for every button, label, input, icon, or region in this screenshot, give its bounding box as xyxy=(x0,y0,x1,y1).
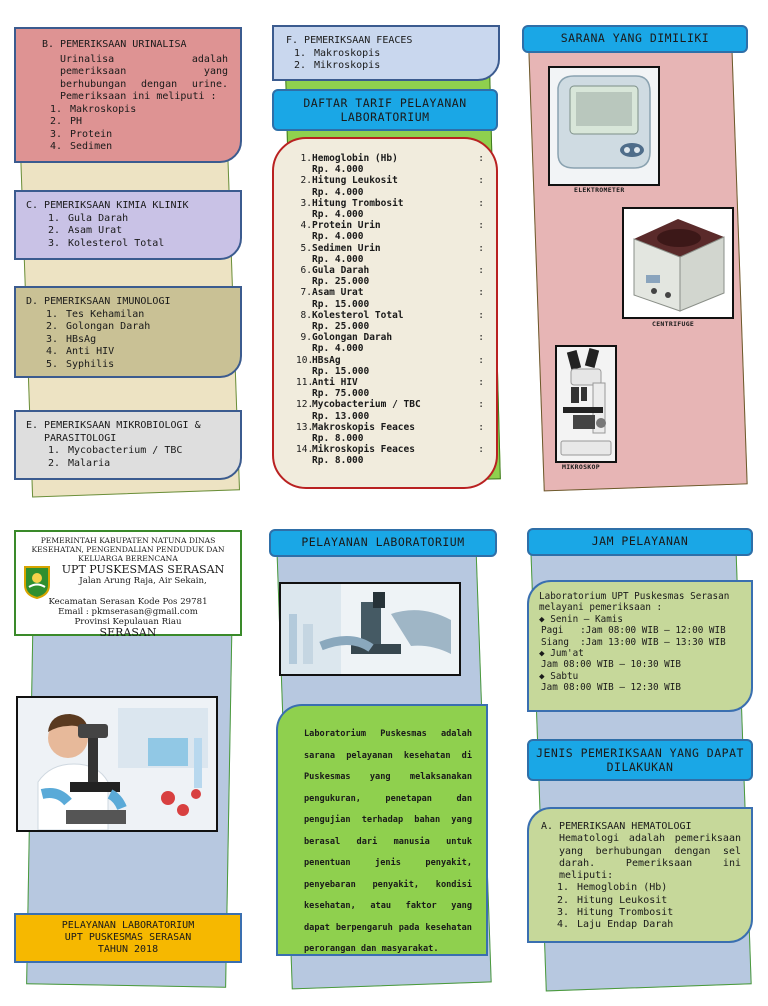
tarif-name: Protein Urin xyxy=(312,220,381,232)
list-item: Jam 08:00 WIB – 12:30 WIB xyxy=(541,682,681,694)
tarif-name: Sedimen Urin xyxy=(312,242,381,254)
tarif-colon: : xyxy=(478,421,484,433)
logo-emblem xyxy=(22,565,52,599)
cover-title-card xyxy=(14,913,242,963)
pelayanan-body: Laboratorium Puskesmas adalah sarana pelayanan kesehatan di Puskesmas yang melaksanakan pengukuran, penetapan dan pengujian terhadap bahan yang berasal dari manusia untuk penentuan jenis penyakit, penyebaran penyakit, kondisi kesehatan, atau faktor yang dapat berpengaruh pada kesehatan perorangan dan masyarakat. xyxy=(304,729,472,954)
tarif-row xyxy=(296,332,484,354)
header-addr-1: Jalan Arung Raja, Air Sekain, xyxy=(79,576,207,586)
list-item: 2. Mikroskopis xyxy=(312,60,486,73)
header-line-2: KESEHATAN, PENGENDALIAN PENDUDUK DAN xyxy=(31,545,225,554)
tarif-no: 14. xyxy=(296,444,314,456)
urinalisa-title: B. PEMERIKSAAN URINALISA xyxy=(42,39,187,50)
tarif-price: Rp. 4.000 xyxy=(312,209,364,221)
scientist-image xyxy=(18,698,216,830)
emblem-icon xyxy=(22,565,52,599)
tarif-name: Makroskopis Feaces xyxy=(312,421,415,433)
header-line-1: PEMERINTAH KABUPATEN NATUNA DINAS xyxy=(40,536,216,545)
feaces-title: F. PEMERIKSAAN FEACES xyxy=(286,35,413,46)
tarif-colon: : xyxy=(478,242,484,254)
tarif-price: Rp. 25.000 xyxy=(312,276,370,288)
tarif-no: 7. xyxy=(300,287,312,299)
list-item: Pagi :Jam 08:00 WIB – 12:00 WIB xyxy=(541,625,726,637)
list-item: 1. Gula Darah xyxy=(66,213,230,226)
tarif-no: 12. xyxy=(296,399,314,411)
tarif-name: Golongan Darah xyxy=(312,332,393,344)
list-item: Siang :Jam 13:00 WIB – 13:30 WIB xyxy=(541,636,726,648)
mikroskop-image xyxy=(557,347,615,461)
jenis-desc: Hematologi adalah pemeriksaan yang berhubungan dengan sel darah. Pemeriksaan ini meliputi: xyxy=(559,833,741,882)
centrifuge-photo xyxy=(622,207,734,319)
header-province: Provinsi Kepulauan Riau xyxy=(74,617,182,627)
mikro-title-2: PARASITOLOGI xyxy=(44,432,117,444)
list-item: 2. Malaria xyxy=(66,458,230,471)
tarif-name: Anti HIV xyxy=(312,377,358,389)
tarif-colon: : xyxy=(478,377,484,389)
list-item: ◆ Jum'at xyxy=(539,648,584,660)
centrifuge-image xyxy=(624,209,732,317)
tarif-price: Rp. 15.000 xyxy=(312,298,370,310)
tarif-no: 10. xyxy=(296,354,314,366)
lab-image xyxy=(281,584,459,674)
tarif-name: Hemoglobin (Hb) xyxy=(312,153,398,164)
tarif-colon: : xyxy=(478,175,484,187)
list-item: 3. Hitung Trombosit xyxy=(575,907,741,919)
tarif-price: Rp. 4.000 xyxy=(312,343,364,355)
tarif-name: Hitung Leukosit xyxy=(312,175,398,187)
urinalisa-desc: Urinalisa adalah pemeriksaan yang berhubungan dengan urine. Pemeriksaan ini meliputi : xyxy=(60,53,228,102)
header-upt: UPT PUSKESMAS SERASAN xyxy=(61,563,225,576)
tarif-row xyxy=(296,198,484,220)
list-item: 3. Kolesterol Total xyxy=(66,238,230,251)
tarif-name: Hitung Trombosit xyxy=(312,197,404,209)
tarif-row xyxy=(296,287,484,309)
tarif-price: Rp. 15.000 xyxy=(312,365,370,377)
tarif-colon: : xyxy=(478,354,484,366)
tarif-title: DAFTAR TARIF PELAYANAN LABORATORIUM xyxy=(272,89,498,131)
list-item: ◆ Senin – Kamis xyxy=(539,613,623,625)
tarif-price: Rp. 4.000 xyxy=(312,164,364,176)
tarif-price: Rp. 4.000 xyxy=(312,231,364,243)
kimia-title: C. PEMERIKSAAN KIMIA KLINIK xyxy=(26,200,189,211)
header-addr-2: Kecamatan Serasan Kode Pos 29781 xyxy=(48,597,208,607)
list-item: 2. Asam Urat xyxy=(66,225,230,238)
tarif-card xyxy=(272,137,498,489)
tarif-row xyxy=(296,153,484,175)
tarif-price: Rp. 75.000 xyxy=(312,388,370,400)
pelayanan-card xyxy=(276,704,488,956)
list-item: 1. Makroskopis xyxy=(68,104,228,117)
list-item: 3. Protein xyxy=(68,129,228,142)
jam-intro: Laboratorium UPT Puskesmas Serasan melayani pemeriksaan : xyxy=(539,591,730,614)
list-item: Jam 08:00 WIB – 10:30 WIB xyxy=(541,659,681,671)
mikro-list xyxy=(40,445,230,470)
tarif-colon: : xyxy=(478,197,484,209)
tarif-colon: : xyxy=(478,444,484,456)
tarif-row xyxy=(296,220,484,242)
tarif-price: Rp. 8.000 xyxy=(312,433,364,445)
elektrometer-image xyxy=(550,68,658,184)
tarif-colon: : xyxy=(478,399,484,411)
list-item: ◆ Sabtu xyxy=(539,670,579,682)
tarif-colon: : xyxy=(478,332,484,344)
tarif-row xyxy=(296,422,484,444)
tarif-colon: : xyxy=(478,309,484,321)
list-item: 4. Sedimen xyxy=(68,141,228,154)
tarif-row xyxy=(296,175,484,197)
tarif-name: Kolesterol Total xyxy=(312,309,404,321)
tarif-no: 8. xyxy=(300,309,312,321)
tarif-price: Rp. 13.000 xyxy=(312,410,370,422)
tarif-no: 3. xyxy=(300,197,312,209)
cover-line-3: TAHUN 2018 xyxy=(97,944,159,955)
tarif-no: 9. xyxy=(300,332,312,344)
tarif-row xyxy=(296,265,484,287)
kimia-list xyxy=(40,213,230,251)
tarif-colon: : xyxy=(478,287,484,299)
scientist-photo xyxy=(16,696,218,832)
jenis-title: JENIS PEMERIKSAAN YANG DAPAT DILAKUKAN xyxy=(527,739,753,781)
mikro-card xyxy=(14,410,242,480)
tarif-price: Rp. 4.000 xyxy=(312,186,364,198)
tarif-row xyxy=(296,377,484,399)
tarif-row xyxy=(296,355,484,377)
tarif-no: 2. xyxy=(300,175,312,187)
feaces-list xyxy=(286,48,486,73)
mikroskop-caption: MIKROSKOP xyxy=(562,463,600,471)
header-card xyxy=(14,530,242,639)
tarif-no: 6. xyxy=(300,265,312,277)
header-city: SERASAN xyxy=(99,626,157,639)
jenis-subtitle: A. PEMERIKSAAN HEMATOLOGI xyxy=(541,821,692,832)
jam-title: JAM PELAYANAN xyxy=(527,528,753,556)
tarif-price: Rp. 8.000 xyxy=(312,455,364,467)
tarif-row xyxy=(296,399,484,421)
kimia-card xyxy=(14,190,242,260)
list-item: 4. Laju Endap Darah xyxy=(575,919,741,931)
urinalisa-card xyxy=(14,27,242,163)
header-line-3: KELUARGA BERENCANA xyxy=(78,554,178,563)
tarif-price: Rp. 4.000 xyxy=(312,253,364,265)
tarif-name: Gula Darah xyxy=(312,265,370,277)
tarif-row xyxy=(296,243,484,265)
tarif-price: Rp. 25.000 xyxy=(312,321,370,333)
list-item: 3. HBsAg xyxy=(64,334,230,347)
tarif-name: Mycobacterium / TBC xyxy=(312,399,421,411)
jam-card xyxy=(527,580,753,712)
tarif-row xyxy=(296,310,484,332)
imunologi-list xyxy=(38,309,230,372)
tarif-name: Asam Urat xyxy=(312,287,364,299)
list-item: 2. Golongan Darah xyxy=(64,321,230,334)
centrifuge-caption: CENTRIFUGE xyxy=(652,320,695,328)
tarif-colon: : xyxy=(478,220,484,232)
imunologi-card xyxy=(14,286,242,378)
tarif-name: HBsAg xyxy=(312,354,341,366)
elektrometer-photo xyxy=(548,66,660,186)
list-item: 1. Mycobacterium / TBC xyxy=(66,445,230,458)
tarif-no: 11. xyxy=(296,377,314,389)
list-item: 2. PH xyxy=(68,116,228,129)
list-item: 1. Makroskopis xyxy=(312,48,486,61)
list-item: 2. Hitung Leukosit xyxy=(575,895,741,907)
tarif-row xyxy=(296,444,484,466)
tarif-no: 5. xyxy=(300,242,312,254)
jenis-card xyxy=(527,807,753,943)
sarana-title: SARANA YANG DIMILIKI xyxy=(522,25,748,53)
lab-photo xyxy=(279,582,461,676)
pelayanan-title: PELAYANAN LABORATORIUM xyxy=(269,529,497,557)
tarif-no: 13. xyxy=(296,421,314,433)
elektrometer-caption: ELEKTROMETER xyxy=(574,186,625,194)
diamond-icon: ◆ xyxy=(539,648,545,660)
mikroskop-photo xyxy=(555,345,617,463)
list-item: 5. Syphilis xyxy=(64,359,230,372)
diamond-icon: ◆ xyxy=(539,613,545,625)
jam-schedule xyxy=(539,614,743,694)
urinalisa-list xyxy=(42,104,228,154)
cover-line-2: UPT PUSKESMAS SERASAN xyxy=(64,932,192,943)
diamond-icon: ◆ xyxy=(539,670,545,682)
tarif-colon: : xyxy=(478,153,484,164)
cover-line-1: PELAYANAN LABORATORIUM xyxy=(61,920,195,931)
jenis-list xyxy=(549,882,741,931)
tarif-no: 4. xyxy=(300,220,312,232)
header-email: Email : pkmserasan@gmail.com xyxy=(58,607,198,617)
mikro-title: E. PEMERIKSAAN MIKROBIOLOGI & xyxy=(26,420,201,431)
tarif-colon: : xyxy=(478,265,484,277)
list-item: 4. Anti HIV xyxy=(64,346,230,359)
tarif-list xyxy=(296,153,484,467)
imunologi-title: D. PEMERIKSAAN IMUNOLOGI xyxy=(26,296,171,307)
tarif-no: 1. xyxy=(300,153,312,164)
feaces-card xyxy=(272,25,500,81)
list-item: 1. Hemoglobin (Hb) xyxy=(575,882,741,894)
tarif-name: Mikroskopis Feaces xyxy=(312,444,415,456)
list-item: 1. Tes Kehamilan xyxy=(64,309,230,322)
